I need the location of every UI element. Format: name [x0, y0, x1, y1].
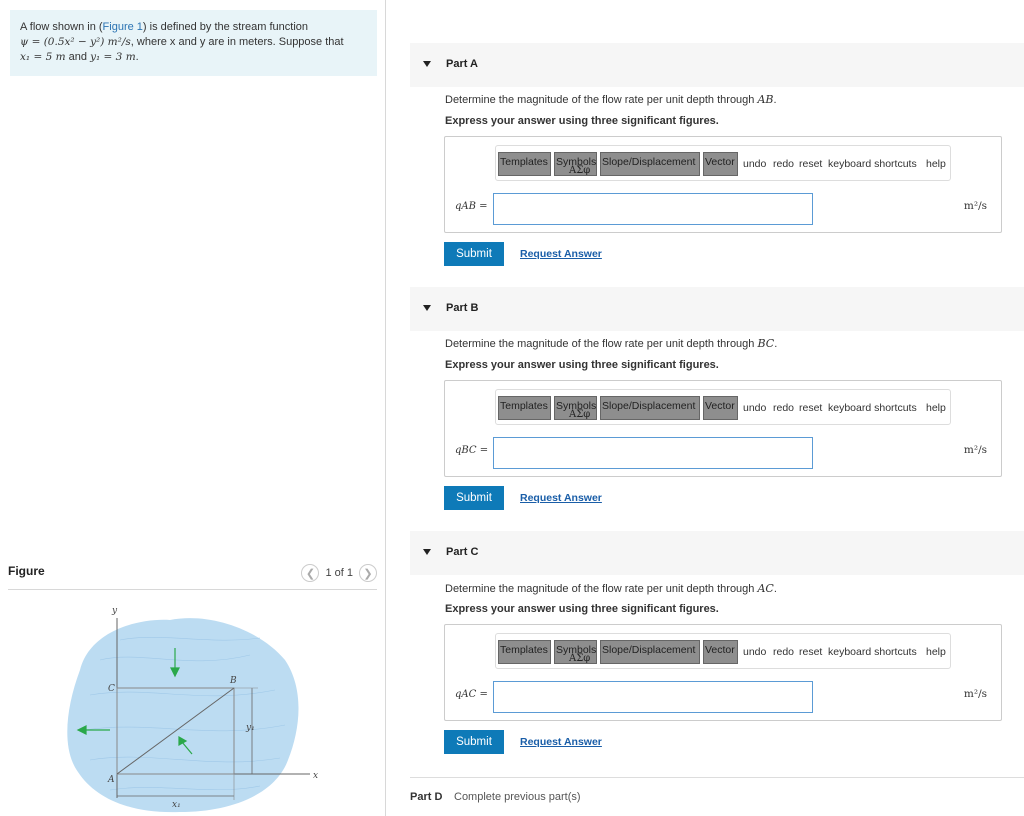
- label-x1: x₁: [172, 800, 181, 810]
- redo-button[interactable]: redo: [773, 402, 795, 414]
- undo-button[interactable]: undo: [743, 402, 767, 414]
- part-c-answer-box: [444, 624, 1002, 721]
- reset-button[interactable]: reset: [799, 646, 823, 658]
- slope-label: Slope/Displacement: [602, 156, 696, 168]
- math-toolbar: [495, 389, 951, 425]
- keyboard-shortcuts-button[interactable]: keyboard shortcuts: [828, 646, 917, 658]
- fluid-region: [67, 618, 298, 812]
- question-text: .: [773, 94, 777, 106]
- templates-button[interactable]: [498, 152, 551, 176]
- segment-label: AC: [757, 582, 774, 595]
- prev-figure-button[interactable]: ❮: [301, 564, 319, 582]
- vector-label: Vector: [705, 644, 735, 656]
- part-c-title: Part C: [446, 546, 479, 558]
- answer-lhs: qAC =: [455, 689, 488, 700]
- problem-statement: [10, 10, 377, 76]
- reset-button[interactable]: reset: [799, 402, 823, 414]
- vector-button[interactable]: [703, 396, 738, 420]
- slope-displacement-button[interactable]: [600, 396, 700, 420]
- problem-line-3: [20, 50, 367, 65]
- collapse-triangle-icon[interactable]: [423, 61, 431, 67]
- redo-button[interactable]: redo: [773, 158, 795, 170]
- next-figure-button[interactable]: ❯: [359, 564, 377, 582]
- vector-label: Vector: [705, 156, 735, 168]
- figure-title: Figure: [8, 564, 45, 578]
- templates-label: Templates: [500, 644, 548, 656]
- answer-unit: m²/s: [963, 444, 987, 456]
- part-d-note: Complete previous part(s): [454, 791, 581, 803]
- undo-button[interactable]: undo: [743, 646, 767, 658]
- left-panel: [0, 0, 386, 816]
- y1-value: y₁ = 3 m: [90, 51, 136, 63]
- collapse-triangle-icon[interactable]: [423, 549, 431, 555]
- slope-displacement-button[interactable]: [600, 152, 700, 176]
- part-a-header[interactable]: [410, 43, 1024, 87]
- problem-text: .: [135, 51, 139, 63]
- part-b-instruction: Express your answer using three significant figures.: [445, 359, 719, 371]
- slope-label: Slope/Displacement: [602, 400, 696, 412]
- question-text: Determine the magnitude of the flow rate per unit depth through: [445, 338, 758, 350]
- symbols-button[interactable]: [554, 640, 597, 664]
- label-y1: y₁: [246, 723, 255, 733]
- collapse-triangle-icon[interactable]: [423, 305, 431, 311]
- answer-unit: m²/s: [963, 200, 987, 212]
- problem-text: ) is defined by the stream function: [142, 21, 308, 33]
- flow-figure: [60, 600, 330, 814]
- symbols-glyph: ΑΣφ: [569, 409, 591, 420]
- answer-input[interactable]: [493, 193, 813, 225]
- request-answer-link[interactable]: Request Answer: [520, 736, 602, 748]
- vector-label: Vector: [705, 400, 735, 412]
- help-button[interactable]: help: [926, 402, 946, 414]
- part-d-row: [410, 777, 1024, 816]
- answer-lhs: qAB =: [455, 201, 488, 212]
- label-B: B: [230, 676, 237, 686]
- answer-input[interactable]: [493, 437, 813, 469]
- part-a-question: [445, 93, 777, 106]
- slope-label: Slope/Displacement: [602, 644, 696, 656]
- reset-button[interactable]: reset: [799, 158, 823, 170]
- help-button[interactable]: help: [926, 646, 946, 658]
- figure-pager-text: 1 of 1: [325, 567, 353, 579]
- submit-button[interactable]: Submit: [444, 730, 504, 754]
- question-text: .: [773, 583, 777, 595]
- math-toolbar: [495, 145, 951, 181]
- problem-text: A flow shown in (: [20, 21, 103, 33]
- question-text: Determine the magnitude of the flow rate per unit depth through: [445, 583, 758, 595]
- redo-button[interactable]: redo: [773, 646, 795, 658]
- templates-button[interactable]: [498, 640, 551, 664]
- submit-button[interactable]: Submit: [444, 486, 504, 510]
- question-text: .: [774, 338, 778, 350]
- part-a-title: Part A: [446, 58, 478, 70]
- part-c-header[interactable]: [410, 531, 1024, 575]
- templates-label: Templates: [500, 156, 548, 168]
- label-x: x: [313, 771, 319, 781]
- part-c-question: [445, 582, 777, 595]
- problem-text: and: [65, 51, 91, 63]
- vector-button[interactable]: [703, 640, 738, 664]
- help-button[interactable]: help: [926, 158, 946, 170]
- answer-lhs: qBC =: [455, 445, 489, 456]
- part-b-question: [445, 337, 777, 350]
- request-answer-link[interactable]: Request Answer: [520, 492, 602, 504]
- submit-button[interactable]: Submit: [444, 242, 504, 266]
- symbols-label: Symbols: [556, 400, 597, 412]
- part-d-title: Part D: [410, 791, 443, 803]
- symbols-glyph: ΑΣφ: [569, 165, 591, 176]
- symbols-glyph: ΑΣφ: [569, 653, 591, 664]
- part-b-header[interactable]: [410, 287, 1024, 331]
- x1-value: x₁ = 5 m: [20, 51, 66, 63]
- figure-header: [8, 562, 377, 590]
- part-a-instruction: Express your answer using three significant figures.: [445, 115, 719, 127]
- segment-label: BC: [757, 337, 775, 350]
- answer-input[interactable]: [493, 681, 813, 713]
- vector-button[interactable]: [703, 152, 738, 176]
- undo-button[interactable]: undo: [743, 158, 767, 170]
- symbols-button[interactable]: [554, 152, 597, 176]
- keyboard-shortcuts-button[interactable]: keyboard shortcuts: [828, 402, 917, 414]
- problem-line-1: [20, 20, 367, 35]
- keyboard-shortcuts-button[interactable]: keyboard shortcuts: [828, 158, 917, 170]
- math-toolbar: [495, 633, 951, 669]
- figure-link[interactable]: Figure 1: [102, 21, 143, 33]
- label-y: y: [112, 606, 118, 616]
- part-a-answer-box: [444, 136, 1002, 233]
- question-text: Determine the magnitude of the flow rate per unit depth through: [445, 94, 758, 106]
- templates-label: Templates: [500, 400, 548, 412]
- templates-button[interactable]: [498, 396, 551, 420]
- figure-pager: [301, 564, 377, 582]
- part-c-instruction: Express your answer using three significant figures.: [445, 603, 719, 615]
- segment-label: AB: [757, 93, 774, 106]
- problem-line-2: [20, 35, 367, 50]
- request-answer-link[interactable]: Request Answer: [520, 248, 602, 260]
- label-A: A: [108, 775, 115, 785]
- part-b-answer-box: [444, 380, 1002, 477]
- symbols-button[interactable]: [554, 396, 597, 420]
- part-b-title: Part B: [446, 302, 479, 314]
- label-C: C: [108, 684, 115, 694]
- problem-text: , where x and y are in meters. Suppose that: [130, 36, 344, 48]
- stream-function-expr: ψ = (0.5x² − y²) m²/s: [20, 36, 131, 48]
- answer-unit: m²/s: [963, 688, 987, 700]
- slope-displacement-button[interactable]: [600, 640, 700, 664]
- symbols-label: Symbols: [556, 156, 597, 168]
- symbols-label: Symbols: [556, 644, 597, 656]
